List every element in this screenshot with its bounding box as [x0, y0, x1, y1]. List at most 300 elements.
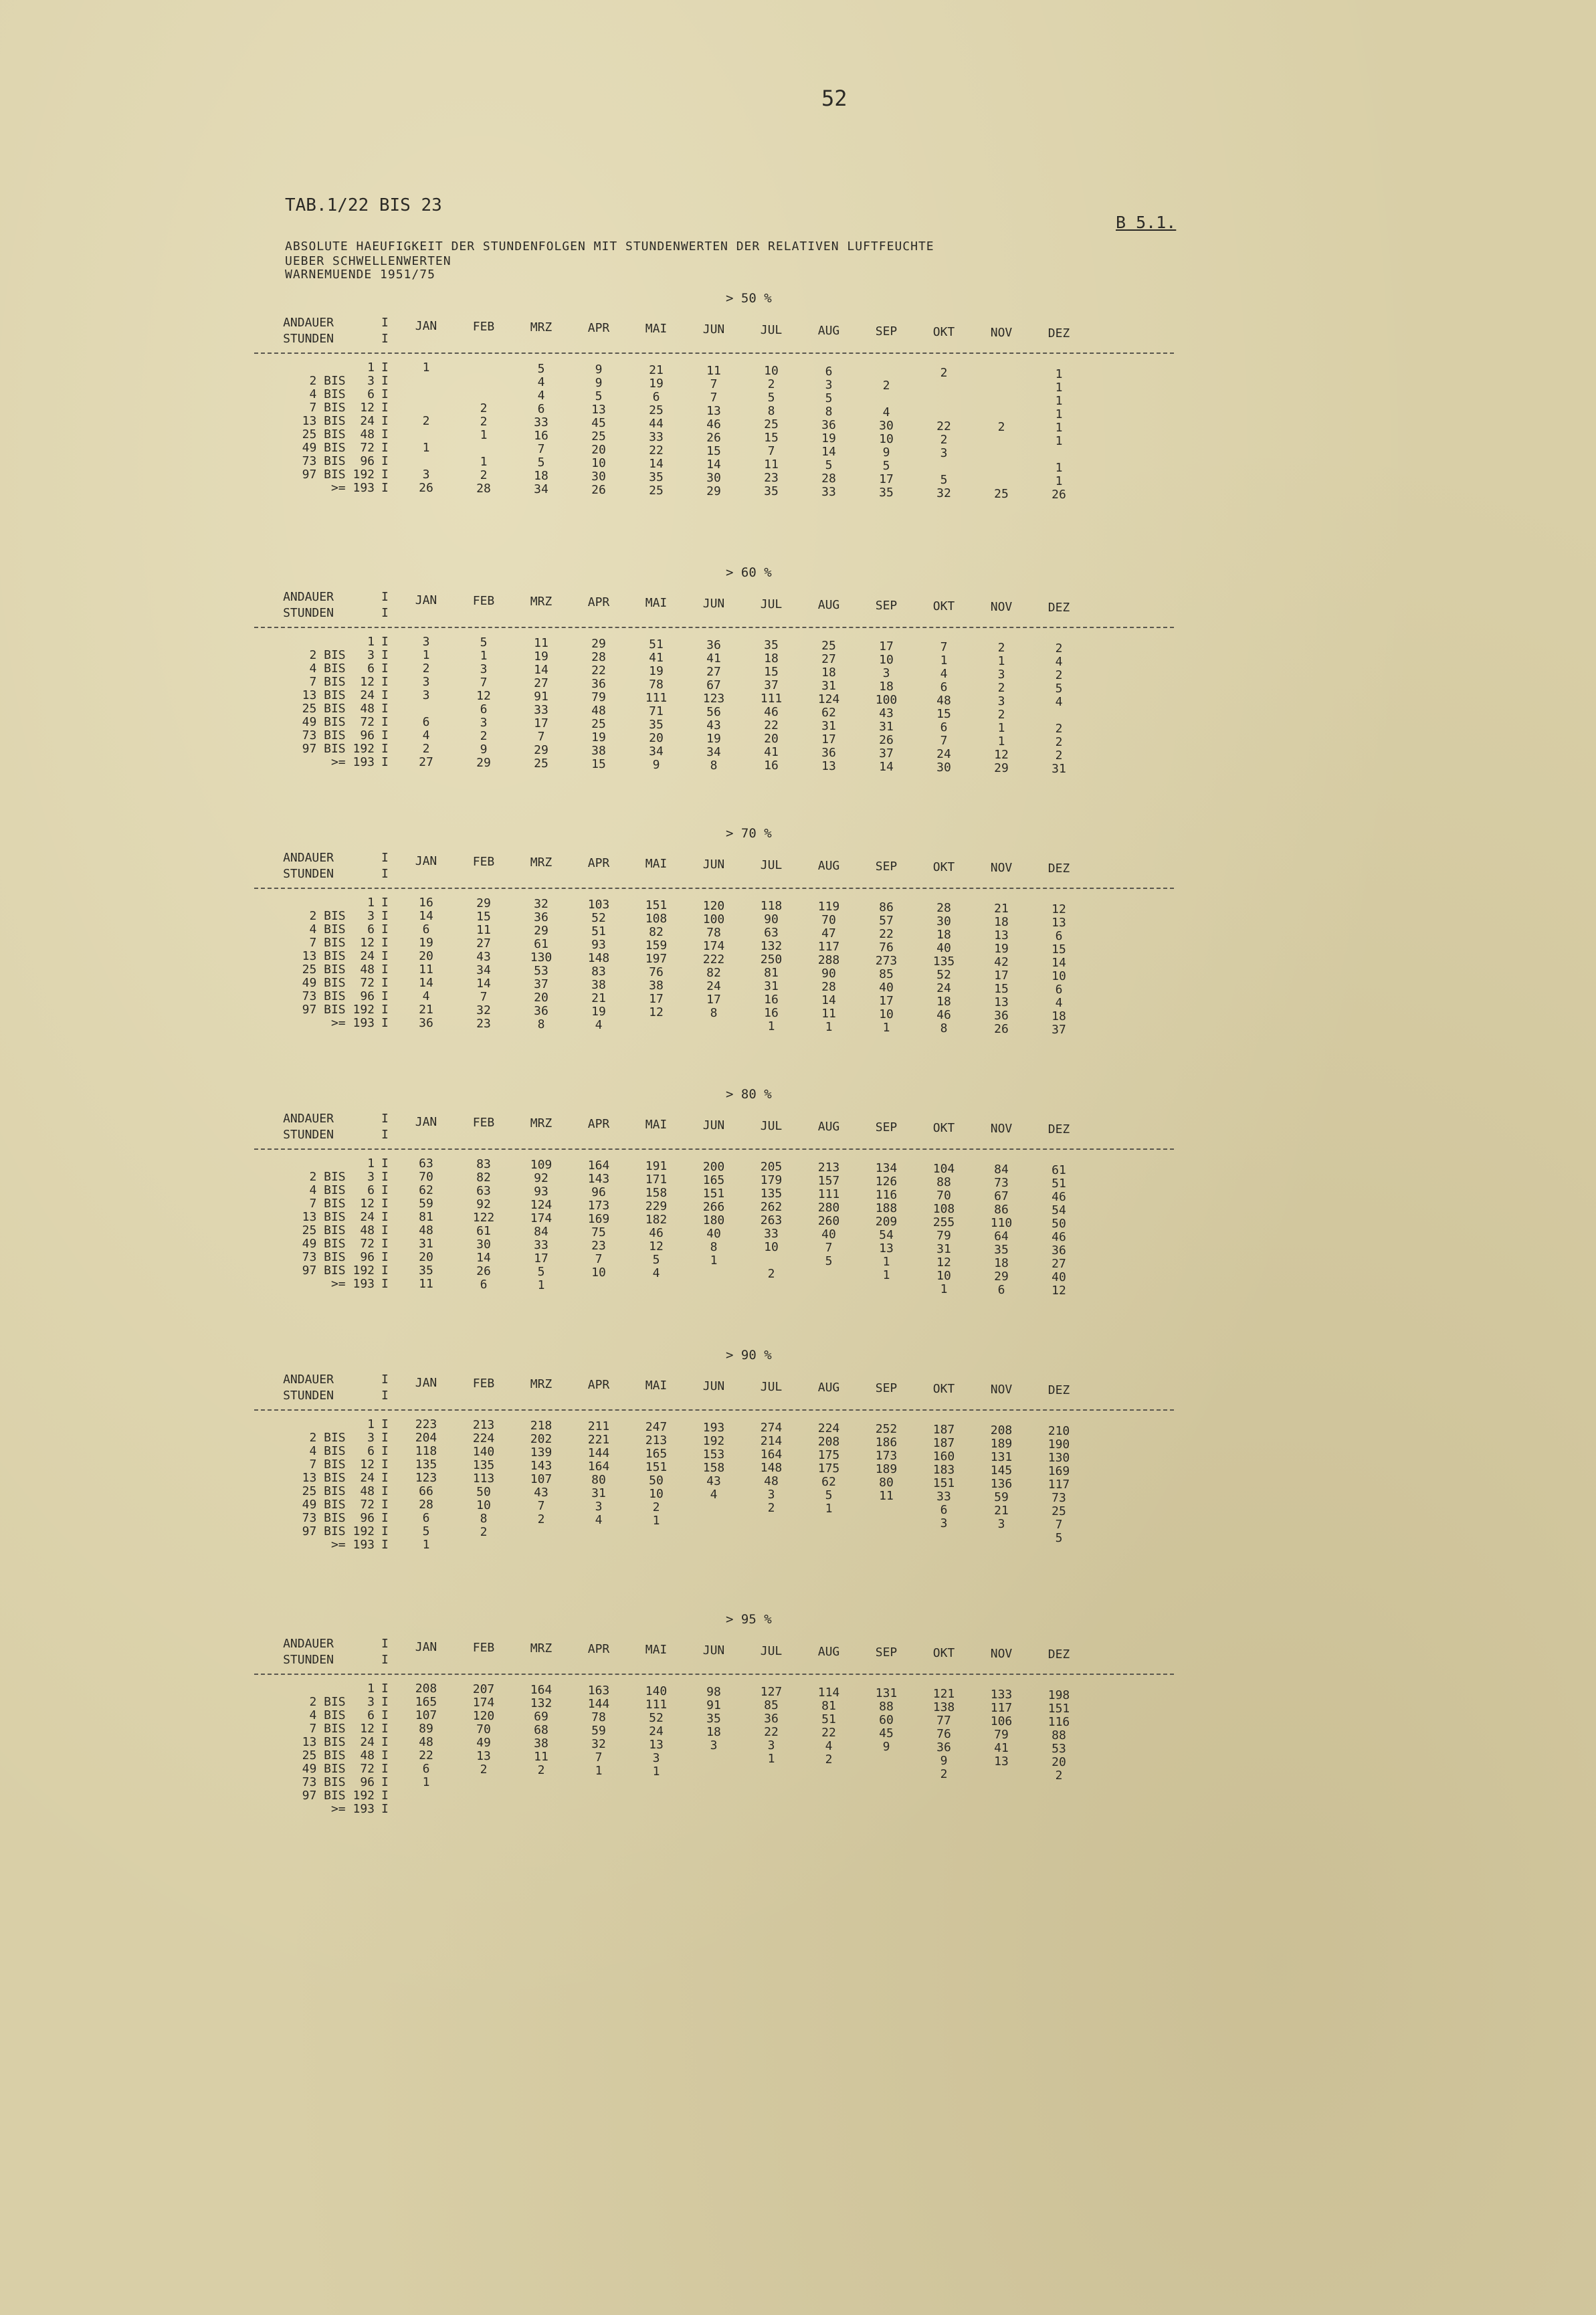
- table-cell: 4: [940, 667, 948, 681]
- table-cell: 33: [936, 1490, 951, 1504]
- table-cell: 213: [645, 1433, 668, 1447]
- table-cell: 3: [422, 688, 430, 702]
- section-title: > 70 %: [726, 826, 772, 841]
- table-cell: 26: [591, 483, 606, 497]
- table-cell: 12: [476, 689, 491, 703]
- table-cell: 198: [1048, 1688, 1070, 1702]
- duration-label: 13 BIS 24: [302, 1735, 375, 1749]
- table-cell: 8: [710, 759, 718, 773]
- duration-header-line: ANDAUER: [283, 1637, 334, 1651]
- table-cell: 1: [940, 653, 948, 668]
- table-cell: 25: [1052, 1504, 1066, 1518]
- table-cell: 2: [882, 379, 890, 393]
- table-cell: 33: [534, 415, 548, 429]
- duration-label: 4 BIS 6: [309, 662, 375, 676]
- table-cell: 4: [1055, 695, 1063, 709]
- table-cell: 54: [1052, 1203, 1066, 1217]
- table-cell: 75: [591, 1225, 606, 1239]
- table-cell: 20: [419, 949, 433, 963]
- duration-label: 13 BIS 24: [302, 949, 375, 963]
- month-header: JUN: [702, 858, 725, 872]
- month-header: DEZ: [1048, 1647, 1070, 1662]
- table-cell: 64: [994, 1229, 1009, 1243]
- table-cell: 78: [706, 926, 721, 940]
- header-separator-mark: I: [381, 316, 389, 330]
- table-cell: 173: [875, 1449, 898, 1463]
- table-cell: 26: [879, 733, 894, 747]
- table-cell: 12: [936, 1255, 951, 1270]
- table-cell: 3: [825, 378, 833, 392]
- duration-label: 49 BIS 72: [302, 1237, 375, 1251]
- table-cell: 31: [419, 1237, 433, 1251]
- table-cell: 31: [821, 719, 836, 733]
- table-cell: 188: [875, 1201, 898, 1215]
- duration-label: 97 BIS 192: [302, 1003, 375, 1017]
- header-separator: [381, 1636, 389, 1668]
- table-cell: 6: [422, 715, 430, 729]
- table-cell: 5: [652, 1253, 660, 1267]
- table-cell: 5: [537, 1265, 545, 1279]
- table-cell: 1: [882, 1021, 890, 1035]
- row-separator: I: [381, 702, 389, 716]
- table-cell: 17: [534, 1251, 548, 1266]
- table-cell: 80: [879, 1476, 894, 1490]
- table-cell: 22: [649, 443, 664, 458]
- table-cell: 48: [419, 1223, 433, 1237]
- duration-label: >= 193: [330, 481, 375, 495]
- table-cell: 14: [476, 977, 491, 991]
- duration-label: 2 BIS 3: [309, 648, 375, 662]
- table-cell: 274: [760, 1421, 783, 1435]
- table-cell: 1: [1055, 461, 1063, 475]
- table-cell: 25: [994, 487, 1009, 501]
- table-cell: 118: [415, 1444, 437, 1458]
- table-cell: 131: [875, 1686, 898, 1700]
- month-header: DEZ: [1048, 862, 1070, 876]
- table-cell: 2: [480, 1763, 488, 1777]
- table-cell: 50: [476, 1485, 491, 1499]
- month-header: OKT: [932, 599, 955, 613]
- month-header: MAI: [645, 1118, 668, 1132]
- table-section: [254, 291, 1174, 559]
- heading-line: UEBER SCHWELLENWERTEN: [285, 254, 452, 268]
- table-label: TAB.1/22 BIS 23: [285, 195, 442, 215]
- table-cell: 33: [821, 485, 836, 499]
- table-cell: 35: [764, 638, 779, 652]
- table-cell: 157: [817, 1174, 840, 1188]
- table-cell: 23: [764, 471, 779, 485]
- duration-label: 49 BIS 72: [302, 976, 375, 990]
- table-cell: 33: [764, 1227, 779, 1241]
- duration-label: 4 BIS 6: [309, 1183, 375, 1197]
- table-section: [254, 1348, 1174, 1615]
- table-cell: 10: [476, 1498, 491, 1512]
- table-cell: 15: [994, 982, 1009, 996]
- table-cell: 2: [940, 1767, 948, 1781]
- table-cell: 2: [767, 1501, 775, 1515]
- month-header: MAI: [645, 857, 668, 871]
- month-header: NOV: [990, 600, 1013, 614]
- duration-header-line: ANDAUER: [283, 590, 334, 604]
- table-cell: 93: [534, 1185, 548, 1199]
- table-cell: 1: [1055, 367, 1063, 381]
- month-header: MRZ: [530, 1641, 553, 1655]
- duration-label: 13 BIS 24: [302, 1210, 375, 1224]
- table-cell: 79: [936, 1229, 951, 1243]
- table-cell: 288: [817, 953, 840, 967]
- table-cell: 2: [940, 433, 948, 447]
- table-cell: 4: [595, 1513, 603, 1527]
- table-cell: 33: [534, 703, 548, 717]
- table-cell: 144: [587, 1446, 610, 1460]
- table-cell: 18: [994, 1256, 1009, 1270]
- table-cell: 1: [825, 1502, 833, 1516]
- table-cell: 2: [422, 742, 430, 756]
- table-cell: 5: [1055, 682, 1063, 696]
- table-cell: 2: [480, 1525, 488, 1539]
- table-cell: 2: [940, 366, 948, 380]
- table-cell: 21: [994, 1504, 1009, 1518]
- table-cell: 37: [1052, 1023, 1066, 1037]
- table-cell: 43: [706, 718, 721, 732]
- table-cell: 90: [821, 967, 836, 981]
- section-title: > 60 %: [726, 565, 772, 580]
- table-cell: 1: [940, 1282, 948, 1296]
- table-cell: 1: [882, 1255, 890, 1269]
- table-cell: 273: [875, 954, 898, 968]
- table-cell: 260: [817, 1214, 840, 1228]
- table-cell: 135: [472, 1458, 495, 1472]
- table-cell: 16: [534, 429, 548, 443]
- table-cell: 88: [1052, 1728, 1066, 1742]
- table-cell: 151: [645, 898, 668, 912]
- table-cell: 15: [1052, 942, 1066, 957]
- duration-header-line: STUNDEN: [283, 867, 334, 881]
- table-cell: 31: [936, 1242, 951, 1256]
- table-cell: 70: [936, 1189, 951, 1203]
- table-cell: 73: [1052, 1491, 1066, 1505]
- duration-header: [258, 1636, 359, 1668]
- duration-label: 4 BIS 6: [309, 1708, 375, 1722]
- header-divider: [254, 1409, 1174, 1411]
- header-separator: [381, 1372, 389, 1404]
- table-cell: 8: [825, 405, 833, 419]
- table-cell: 81: [821, 1699, 836, 1713]
- table-cell: 19: [649, 377, 664, 391]
- table-cell: 82: [706, 966, 721, 980]
- table-cell: 8: [710, 1240, 718, 1254]
- table-cell: 187: [932, 1436, 955, 1450]
- table-cell: 140: [645, 1684, 668, 1698]
- table-cell: 21: [591, 991, 606, 1005]
- table-cell: 2: [997, 681, 1005, 695]
- duration-label: 7 BIS 12: [309, 401, 375, 415]
- table-cell: 5: [480, 635, 488, 649]
- table-cell: 32: [534, 897, 548, 911]
- table-cell: 11: [764, 458, 779, 472]
- table-cell: 38: [534, 1736, 548, 1750]
- month-header: JAN: [415, 1115, 437, 1129]
- table-cell: 8: [940, 1021, 948, 1035]
- table-cell: 4: [537, 375, 545, 389]
- table-cell: 18: [936, 995, 951, 1009]
- month-header: OKT: [932, 1382, 955, 1396]
- table-cell: 9: [882, 1740, 890, 1754]
- table-cell: 1: [422, 361, 430, 375]
- table-cell: 165: [415, 1695, 437, 1709]
- table-cell: 5: [767, 391, 775, 405]
- table-cell: 132: [760, 939, 783, 953]
- table-cell: 117: [817, 940, 840, 954]
- row-separator: I: [381, 1003, 389, 1017]
- table-cell: 5: [537, 456, 545, 470]
- table-cell: 40: [821, 1227, 836, 1241]
- table-cell: 36: [534, 1004, 548, 1018]
- table-cell: 11: [419, 1277, 433, 1291]
- header-separator-mark: I: [381, 606, 389, 620]
- table-cell: 29: [476, 896, 491, 910]
- table-cell: 13: [591, 403, 606, 417]
- table-cell: 35: [764, 484, 779, 498]
- table-cell: 122: [472, 1211, 495, 1225]
- table-cell: 2: [1055, 1769, 1063, 1783]
- duration-label: 73 BIS 96: [302, 454, 375, 468]
- table-cell: 1: [422, 441, 430, 455]
- header-separator-mark: I: [381, 1637, 389, 1651]
- table-cell: 22: [879, 927, 894, 941]
- table-cell: 111: [645, 691, 668, 705]
- header-separator-mark: I: [381, 590, 389, 604]
- month-header: FEB: [472, 1641, 495, 1655]
- row-separator: I: [381, 728, 389, 742]
- table-cell: 160: [932, 1449, 955, 1464]
- table-cell: 8: [710, 1006, 718, 1020]
- duration-label: 1: [367, 361, 375, 375]
- table-cell: 32: [591, 1737, 606, 1751]
- month-header: AUG: [817, 1120, 840, 1134]
- table-cell: 30: [476, 1237, 491, 1251]
- row-separator: I: [381, 1277, 389, 1291]
- table-cell: 134: [875, 1161, 898, 1175]
- table-cell: 61: [1052, 1163, 1066, 1177]
- table-section: [254, 826, 1174, 1094]
- table-cell: 1: [480, 455, 488, 469]
- table-cell: 12: [1052, 1284, 1066, 1298]
- table-cell: 79: [994, 1728, 1009, 1742]
- table-cell: 1: [537, 1278, 545, 1292]
- table-cell: 192: [702, 1434, 725, 1448]
- row-separator: I: [381, 922, 389, 936]
- table-cell: 114: [817, 1686, 840, 1700]
- duration-label: 7 BIS 12: [309, 675, 375, 689]
- table-cell: 5: [825, 391, 833, 405]
- table-cell: 18: [1052, 1009, 1066, 1023]
- table-cell: 4: [537, 389, 545, 403]
- table-cell: 17: [534, 716, 548, 730]
- table-cell: 14: [419, 909, 433, 923]
- table-cell: 86: [879, 900, 894, 914]
- table-cell: 5: [882, 459, 890, 473]
- month-header: JAN: [415, 1640, 437, 1654]
- table-cell: 165: [702, 1173, 725, 1187]
- table-cell: 9: [652, 758, 660, 772]
- table-cell: 133: [990, 1688, 1013, 1702]
- table-cell: 5: [940, 473, 948, 487]
- table-cell: 83: [476, 1157, 491, 1171]
- table-cell: 165: [645, 1447, 668, 1461]
- table-cell: 13: [706, 404, 721, 418]
- table-cell: 30: [591, 470, 606, 484]
- table-cell: 1: [422, 1775, 430, 1789]
- table-cell: 50: [1052, 1217, 1066, 1231]
- month-header: DEZ: [1048, 326, 1070, 340]
- table-cell: 14: [1052, 956, 1066, 970]
- table-cell: 116: [1048, 1715, 1070, 1729]
- duration-header-line: STUNDEN: [283, 1653, 334, 1667]
- table-cell: 51: [591, 924, 606, 938]
- table-cell: 8: [767, 404, 775, 418]
- table-cell: 31: [821, 679, 836, 693]
- table-cell: 28: [821, 472, 836, 486]
- table-cell: 34: [476, 963, 491, 977]
- table-cell: 19: [591, 1005, 606, 1019]
- table-cell: 20: [1052, 1755, 1066, 1769]
- table-cell: 6: [422, 1511, 430, 1525]
- table-cell: 12: [994, 748, 1009, 762]
- table-section: [254, 565, 1174, 833]
- duration-header: [258, 1372, 359, 1404]
- duration-label: 1: [367, 635, 375, 649]
- table-cell: 123: [702, 692, 725, 706]
- table-cell: 11: [534, 636, 548, 650]
- table-cell: 29: [476, 756, 491, 770]
- month-header: JUN: [702, 1118, 725, 1132]
- month-header: AUG: [817, 1645, 840, 1659]
- month-header: MAI: [645, 322, 668, 336]
- duration-label: 73 BIS 96: [302, 728, 375, 742]
- month-header: JAN: [415, 1376, 437, 1390]
- month-header: APR: [587, 856, 610, 870]
- table-cell: 24: [706, 979, 721, 993]
- month-header: AUG: [817, 324, 840, 338]
- table-cell: 15: [476, 910, 491, 924]
- duration-label: 25 BIS 48: [302, 427, 375, 441]
- table-cell: 171: [645, 1173, 668, 1187]
- table-cell: 9: [595, 363, 603, 377]
- table-cell: 36: [534, 910, 548, 924]
- table-cell: 22: [591, 664, 606, 678]
- month-header: JUN: [702, 322, 725, 336]
- table-cell: 7: [480, 676, 488, 690]
- table-cell: 10: [591, 1266, 606, 1280]
- duration-label: 97 BIS 192: [302, 1789, 375, 1803]
- duration-header: [258, 850, 359, 882]
- row-separator: I: [381, 949, 389, 963]
- table-cell: 262: [760, 1200, 783, 1214]
- table-cell: 4: [710, 1488, 718, 1502]
- table-cell: 24: [936, 747, 951, 761]
- header-separator: [381, 1111, 389, 1143]
- table-cell: 121: [932, 1687, 955, 1701]
- table-cell: 38: [591, 744, 606, 758]
- month-header: SEP: [875, 1120, 898, 1134]
- month-header: JAN: [415, 854, 437, 868]
- table-cell: 2: [1055, 735, 1063, 749]
- table-cell: 124: [530, 1198, 553, 1212]
- table-cell: 7: [537, 1499, 545, 1513]
- row-separator: I: [381, 1237, 389, 1251]
- row-separator: I: [381, 374, 389, 388]
- row-separator: I: [381, 742, 389, 756]
- month-header: JUL: [760, 1119, 783, 1133]
- table-cell: 62: [821, 706, 836, 720]
- table-cell: 207: [472, 1682, 495, 1696]
- table-cell: 54: [879, 1228, 894, 1242]
- table-cell: 24: [936, 981, 951, 995]
- table-cell: 27: [476, 936, 491, 950]
- table-cell: 9: [882, 445, 890, 460]
- duration-label: 7 BIS 12: [309, 1457, 375, 1472]
- row-separator: I: [381, 648, 389, 662]
- table-cell: 36: [936, 1740, 951, 1754]
- table-cell: 29: [591, 637, 606, 651]
- table-cell: 40: [706, 1227, 721, 1241]
- table-cell: 223: [415, 1417, 437, 1431]
- month-header: SEP: [875, 324, 898, 338]
- table-cell: 17: [649, 992, 664, 1006]
- table-cell: 224: [817, 1421, 840, 1435]
- table-cell: 22: [419, 1748, 433, 1763]
- table-cell: 2: [480, 468, 488, 482]
- duration-header-line: ANDAUER: [283, 316, 334, 330]
- table-cell: 15: [764, 431, 779, 445]
- table-cell: 130: [1048, 1451, 1070, 1465]
- duration-label: 49 BIS 72: [302, 715, 375, 729]
- table-cell: 16: [764, 759, 779, 773]
- table-cell: 6: [997, 1283, 1005, 1297]
- duration-label: 49 BIS 72: [302, 441, 375, 455]
- duration-label: 4 BIS 6: [309, 922, 375, 936]
- table-cell: 38: [649, 979, 664, 993]
- table-cell: 13: [994, 1754, 1009, 1769]
- table-cell: 62: [419, 1183, 433, 1197]
- table-cell: 28: [591, 650, 606, 664]
- table-cell: 29: [534, 924, 548, 938]
- table-cell: 7: [537, 442, 545, 456]
- table-cell: 5: [595, 389, 603, 403]
- table-cell: 127: [760, 1685, 783, 1699]
- table-cell: 11: [476, 923, 491, 937]
- table-cell: 123: [415, 1471, 437, 1485]
- table-cell: 2: [480, 415, 488, 429]
- table-cell: 48: [419, 1735, 433, 1749]
- duration-header-line: STUNDEN: [283, 332, 334, 346]
- table-cell: 67: [994, 1189, 1009, 1203]
- table-cell: 34: [706, 745, 721, 759]
- table-cell: 15: [591, 757, 606, 771]
- table-cell: 193: [702, 1421, 725, 1435]
- month-header: FEB: [472, 594, 495, 608]
- table-cell: 3: [422, 468, 430, 482]
- duration-label: 73 BIS 96: [302, 989, 375, 1003]
- table-cell: 6: [422, 922, 430, 936]
- table-cell: 57: [879, 914, 894, 928]
- table-cell: 13: [994, 995, 1009, 1009]
- table-cell: 1: [652, 1514, 660, 1528]
- duration-label: 13 BIS 24: [302, 414, 375, 428]
- table-cell: 6: [537, 402, 545, 416]
- table-cell: 69: [534, 1710, 548, 1724]
